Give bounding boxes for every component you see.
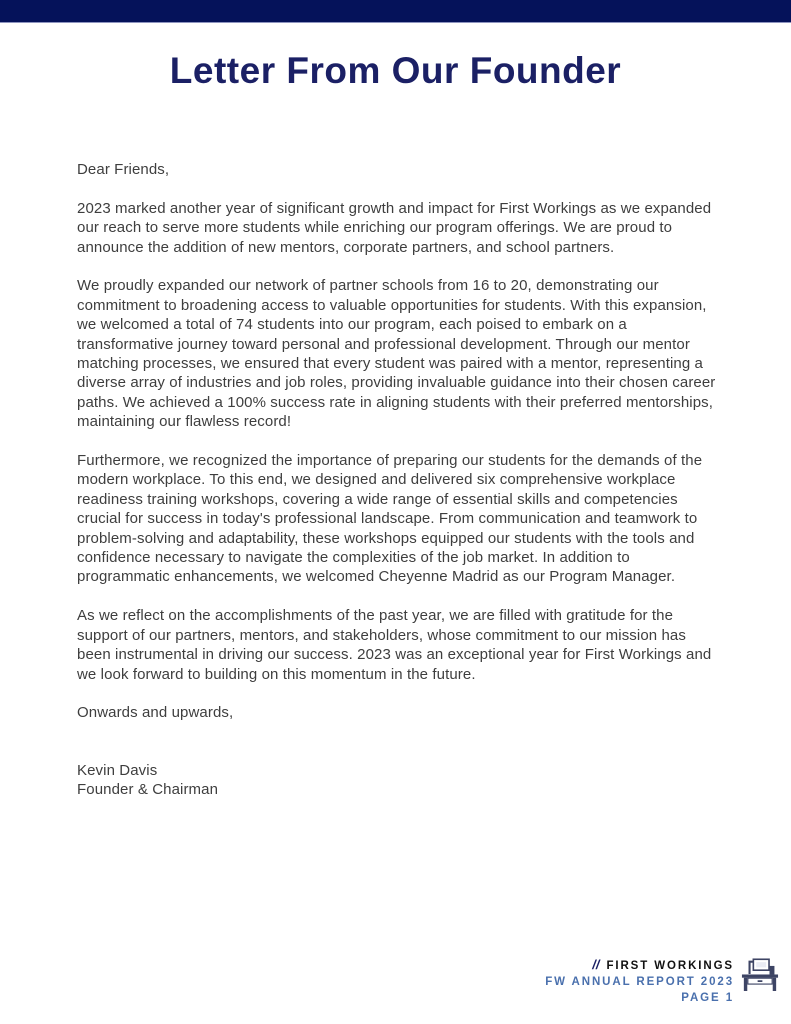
- letter-paragraph-2: We proudly expanded our network of partner schools from 16 to 20, demonstrating our commitment to broadening access to valuable opportunities for students. With this expansion, we welcomed a total of 74 students into our program, each poised to embark on a transformative journey toward personal and professional development. Through our mentor matching processes, we ensured that every student was paired with a mentor, representing a diverse array of industries and job roles, providing invaluable guidance into their chosen career paths. We achieved a 100% success rate in aligning students with their preferred mentorships, maintaining our flawless record!: [77, 277, 716, 431]
- footer-text: [545, 954, 734, 1004]
- letter-paragraph-4: As we reflect on the accomplishments of the past year, we are filled with gratitude for the support of our partners, mentors, and stakeholders, whose commitment to our mission has been instrumental in driving our success. 2023 was an exceptional year for First Workings and we look forward to building on this momentum in the future.: [77, 607, 712, 683]
- brand-line: [545, 957, 734, 972]
- brand-name: FIRST WORKINGS: [606, 960, 734, 972]
- brand-slashes-mark: //: [592, 957, 600, 972]
- letter-closing: Onwards and upwards,: [77, 704, 234, 722]
- salutation: Dear Friends,: [77, 161, 170, 178]
- signature-title: Founder & Chairman: [77, 781, 219, 799]
- page-number: PAGE 1: [681, 992, 734, 1004]
- page-title: Letter From Our Founder: [169, 50, 622, 91]
- signature-block: [77, 761, 721, 800]
- report-label: FW ANNUAL REPORT 2023: [545, 976, 734, 988]
- desk-workstation-icon: [741, 954, 779, 994]
- page-footer: [545, 954, 779, 1004]
- letter-paragraph-1: 2023 marked another year of significant growth and impact for First Workings as we expanded our reach to serve more students while enriching our program offerings. We are proud to announce the addition of new mentors, corporate partners, and school partners.: [77, 199, 712, 256]
- signature-name: Kevin Davis: [77, 761, 158, 779]
- top-accent-bar: [0, 0, 791, 23]
- letter-paragraph-3: Furthermore, we recognized the importance of preparing our students for the demands of the modern workplace. To this end, we designed and delivered six comprehensive workplace readiness training workshops, covering a wide range of essential skills and competencies crucial for success in today's professional landscape. From communication and teamwork to problem-solving and adaptability, these workshops equipped our students with the tools and confidence necessary to navigate the complexities of the job market. In addition to programmatic enhancements, we welcomed Cheyenne Madrid as our Program Manager.: [77, 452, 703, 586]
- founder-letter: [77, 160, 721, 800]
